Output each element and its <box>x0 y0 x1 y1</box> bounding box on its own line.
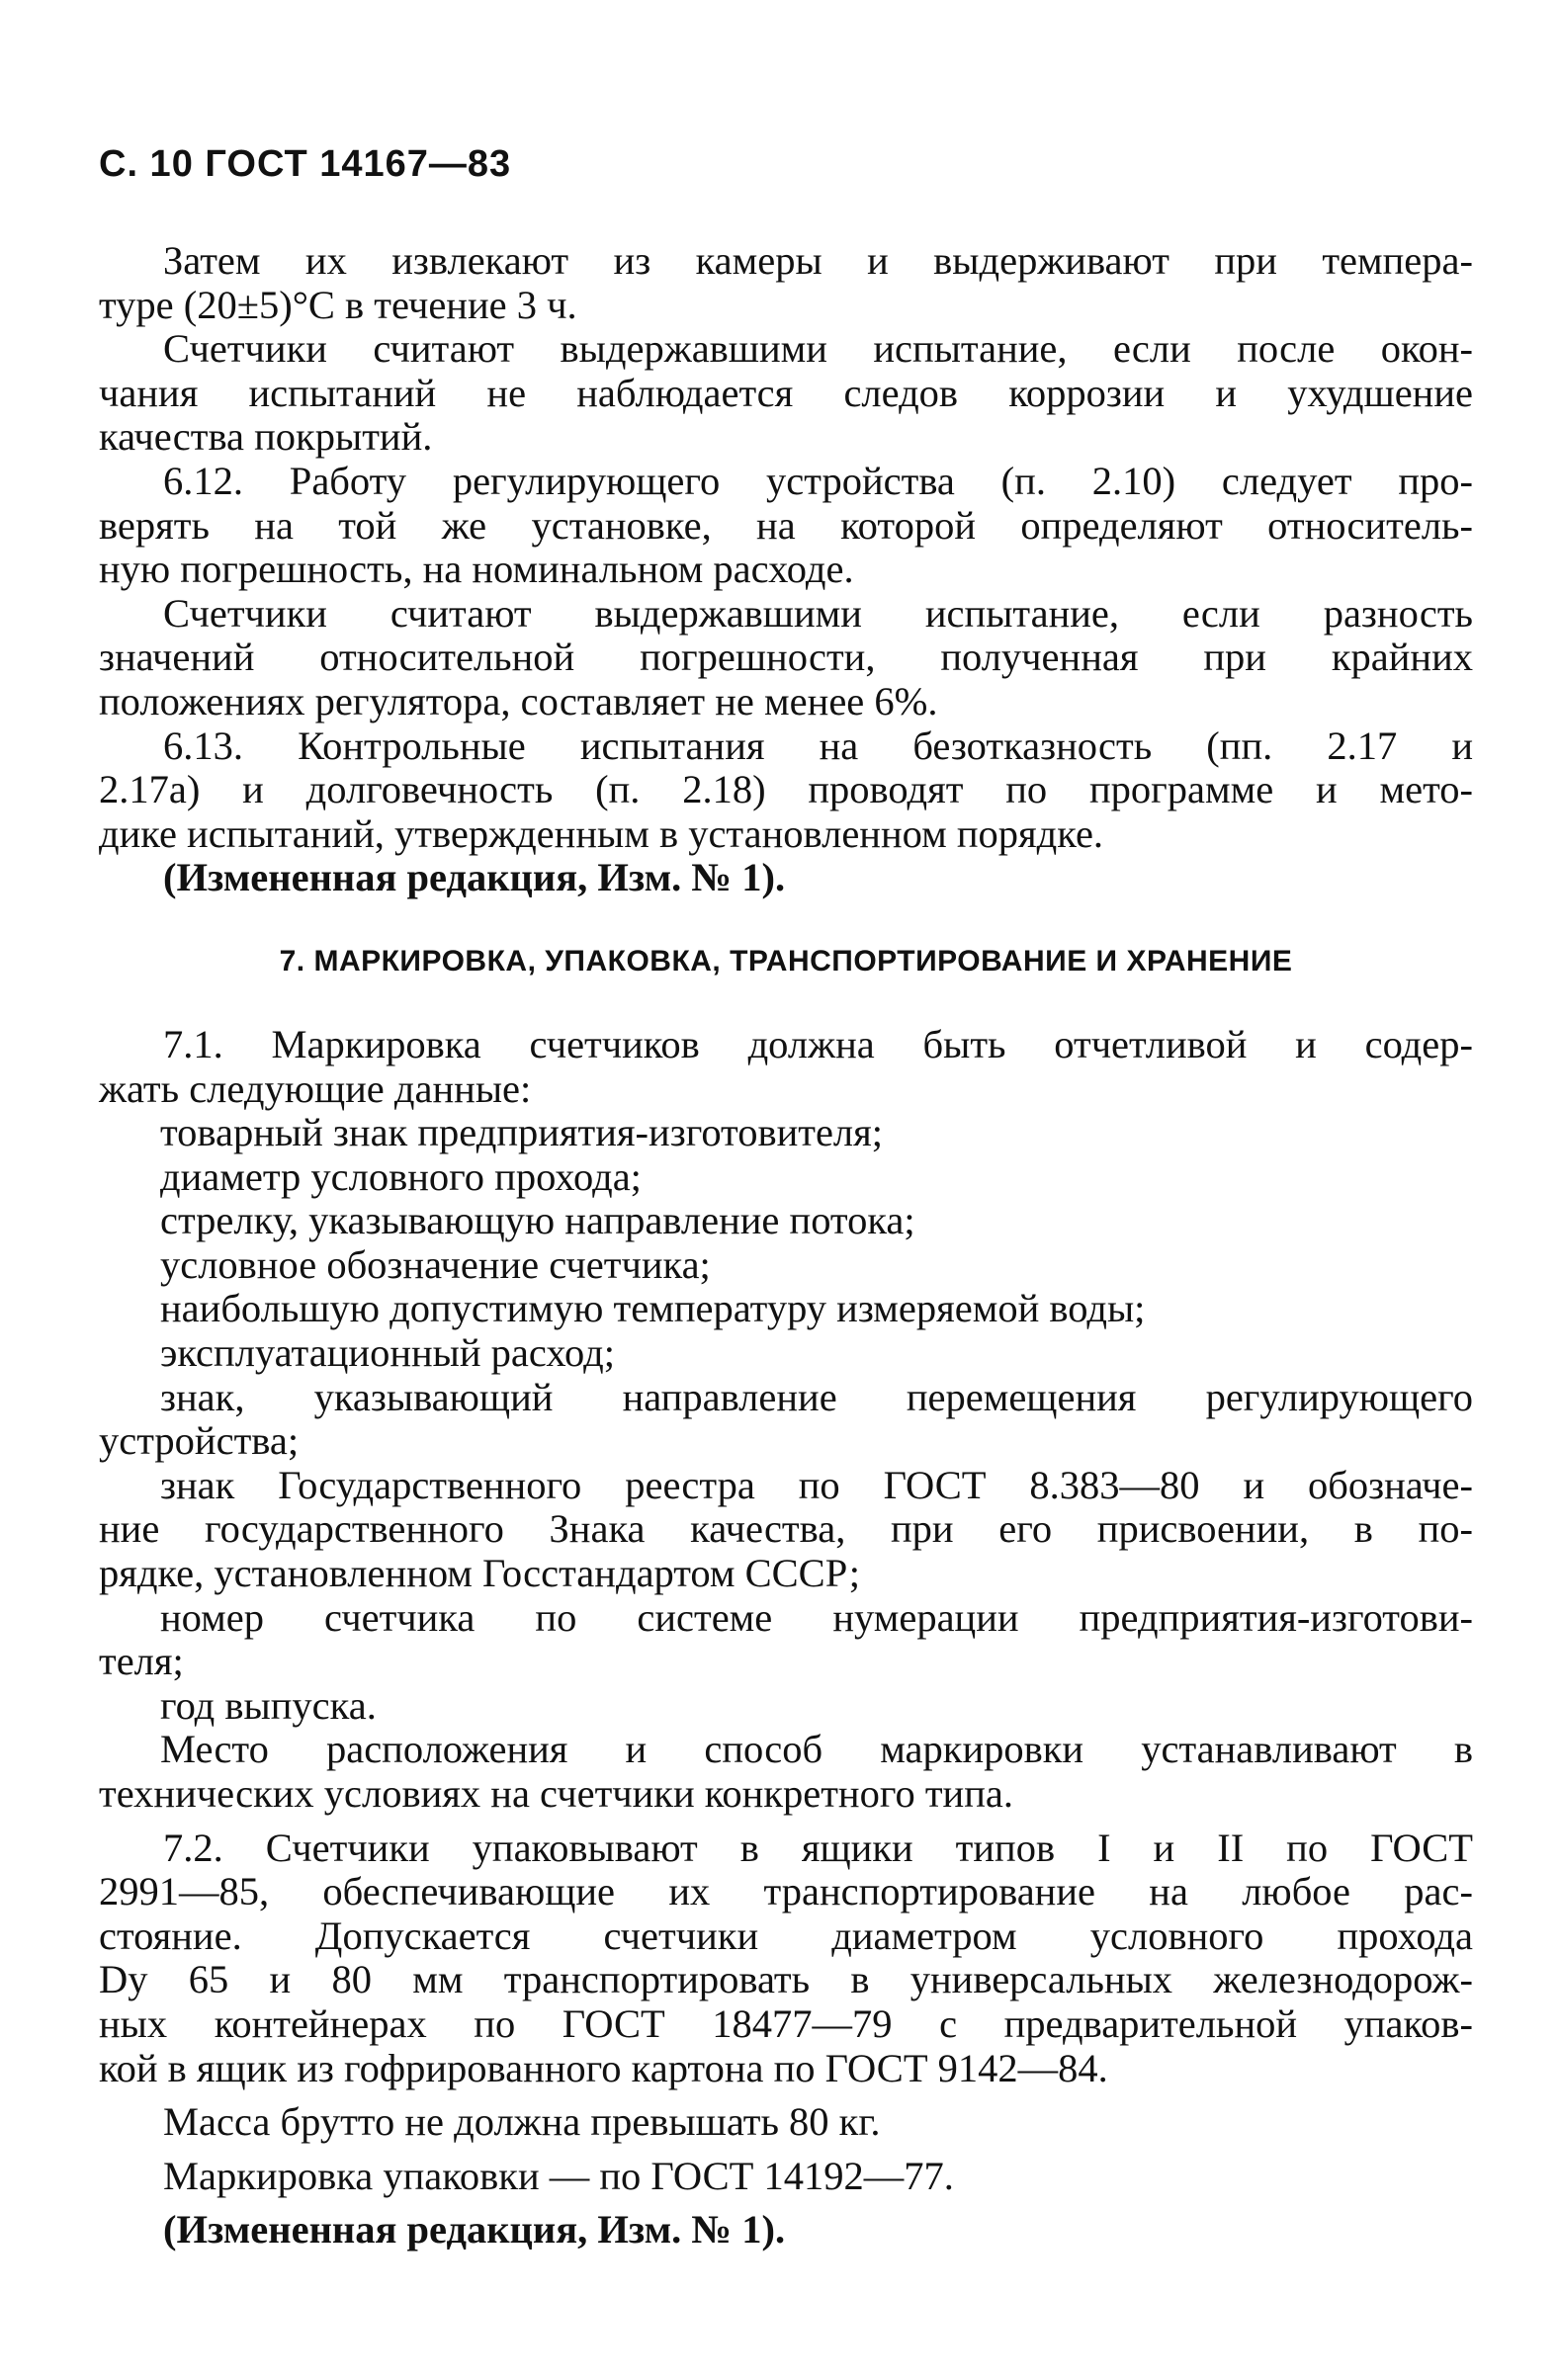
text-line: устройства; <box>99 1418 300 1464</box>
text-line: Счетчики считают выдержавшими испытание, если после окон- <box>163 327 1473 372</box>
text-line: Dу 65 и 80 мм транспортировать в универсальных железнодорож- <box>99 1958 1473 2002</box>
list-item: эксплуатационный расход; <box>160 1330 615 1376</box>
amendment-note: (Измененная редакция, Изм. № 1). <box>163 855 786 900</box>
text-line: верять на той же установке, на которой определяют относитель- <box>99 503 1473 548</box>
list-item: условное обозначение счетчика; <box>160 1241 711 1287</box>
text-line: Место расположения и способ маркировки устанавливают в <box>160 1728 1473 1772</box>
text-line: положениях регулятора, составляет не менее 6%. <box>99 678 938 723</box>
amendment-note: (Измененная редакция, Изм. № 1). <box>163 2207 786 2252</box>
list-item: наибольшую допустимую температуру измеряемой воды; <box>160 1286 1146 1331</box>
spacer <box>99 1817 1473 1827</box>
text-line: качества покрытий. <box>99 414 433 460</box>
text-line: 7.1. Маркировка счетчиков должна быть отчетливой и содер- <box>163 1022 1473 1066</box>
text-line: Масса брутто не должна превышать 80 кг. <box>163 2099 881 2145</box>
text-line: ную погрешность, на номинальном расходе. <box>99 547 854 592</box>
text-line: жать следующие данные: <box>99 1065 532 1111</box>
text-line: Маркировка упаковки — по ГОСТ 14192—77. <box>163 2153 954 2198</box>
text-line: значений относительной погрешности, полученная при крайних <box>99 636 1473 680</box>
list-item: товарный знак предприятия-изготовителя; <box>160 1110 884 1155</box>
text-line: рядке, установленном Госстандартом СССР; <box>99 1551 860 1596</box>
list-item: год выпуска. <box>160 1682 377 1728</box>
text-line: 6.13. Контрольные испытания на безотказность (пп. 2.17 и <box>163 723 1473 768</box>
text-line: туре (20±5)°С в течение 3 ч. <box>99 282 577 327</box>
text-line: дике испытаний, утвержденным в установленном порядке. <box>99 810 1104 856</box>
section-title: 7. МАРКИРОВКА, УПАКОВКА, ТРАНСПОРТИРОВАНИЕ И ХРАНЕНИЕ <box>279 944 1293 978</box>
text-line: чания испытаний не наблюдается следов коррозии и ухудшение <box>99 371 1473 415</box>
text-line: кой в ящик из гофрированного картона по ГОСТ 9142—84. <box>99 2045 1108 2090</box>
page-header: С. 10 ГОСТ 14167—83 <box>99 143 512 185</box>
list-item: стрелку, указывающую направление потока; <box>160 1198 915 1243</box>
text-line: 7.2. Счетчики упаковывают в ящики типов I и II по ГОСТ <box>163 1826 1473 1870</box>
text-line: 2991—85, обеспечивающие их транспортирование на любое рас- <box>99 1870 1473 1914</box>
text-line: Затем их извлекают из камеры и выдерживают при темпера- <box>163 239 1473 283</box>
list-item: знак, указывающий направление перемещения регулирующего <box>160 1375 1473 1419</box>
list-item: знак Государственного реестра по ГОСТ 8.383—80 и обозначе- <box>160 1463 1473 1507</box>
list-item: номер счетчика по системе нумерации предприятия-изготови- <box>160 1595 1473 1640</box>
text-line: Счетчики считают выдержавшими испытание, если разность <box>163 591 1473 636</box>
text-line: теля; <box>99 1639 184 1684</box>
text-line: 6.12. Работу регулирующего устройства (п. 2.10) следует про- <box>163 459 1473 503</box>
text-line: ных контейнерах по ГОСТ 18477—79 с предварительной упаков- <box>99 2001 1473 2046</box>
text-line: стояние. Допускается счетчики диаметром условного прохода <box>99 1913 1473 1958</box>
text-line: 2.17а) и долговечность (п. 2.18) проводят по программе и мето- <box>99 768 1473 812</box>
document-body <box>99 239 1473 2252</box>
text-line: ние государственного Знака качества, при его присвоении, в по- <box>99 1507 1473 1552</box>
text-line: технических условиях на счетчики конкретного типа. <box>99 1771 1013 1816</box>
list-item: диаметр условного прохода; <box>160 1153 642 1199</box>
